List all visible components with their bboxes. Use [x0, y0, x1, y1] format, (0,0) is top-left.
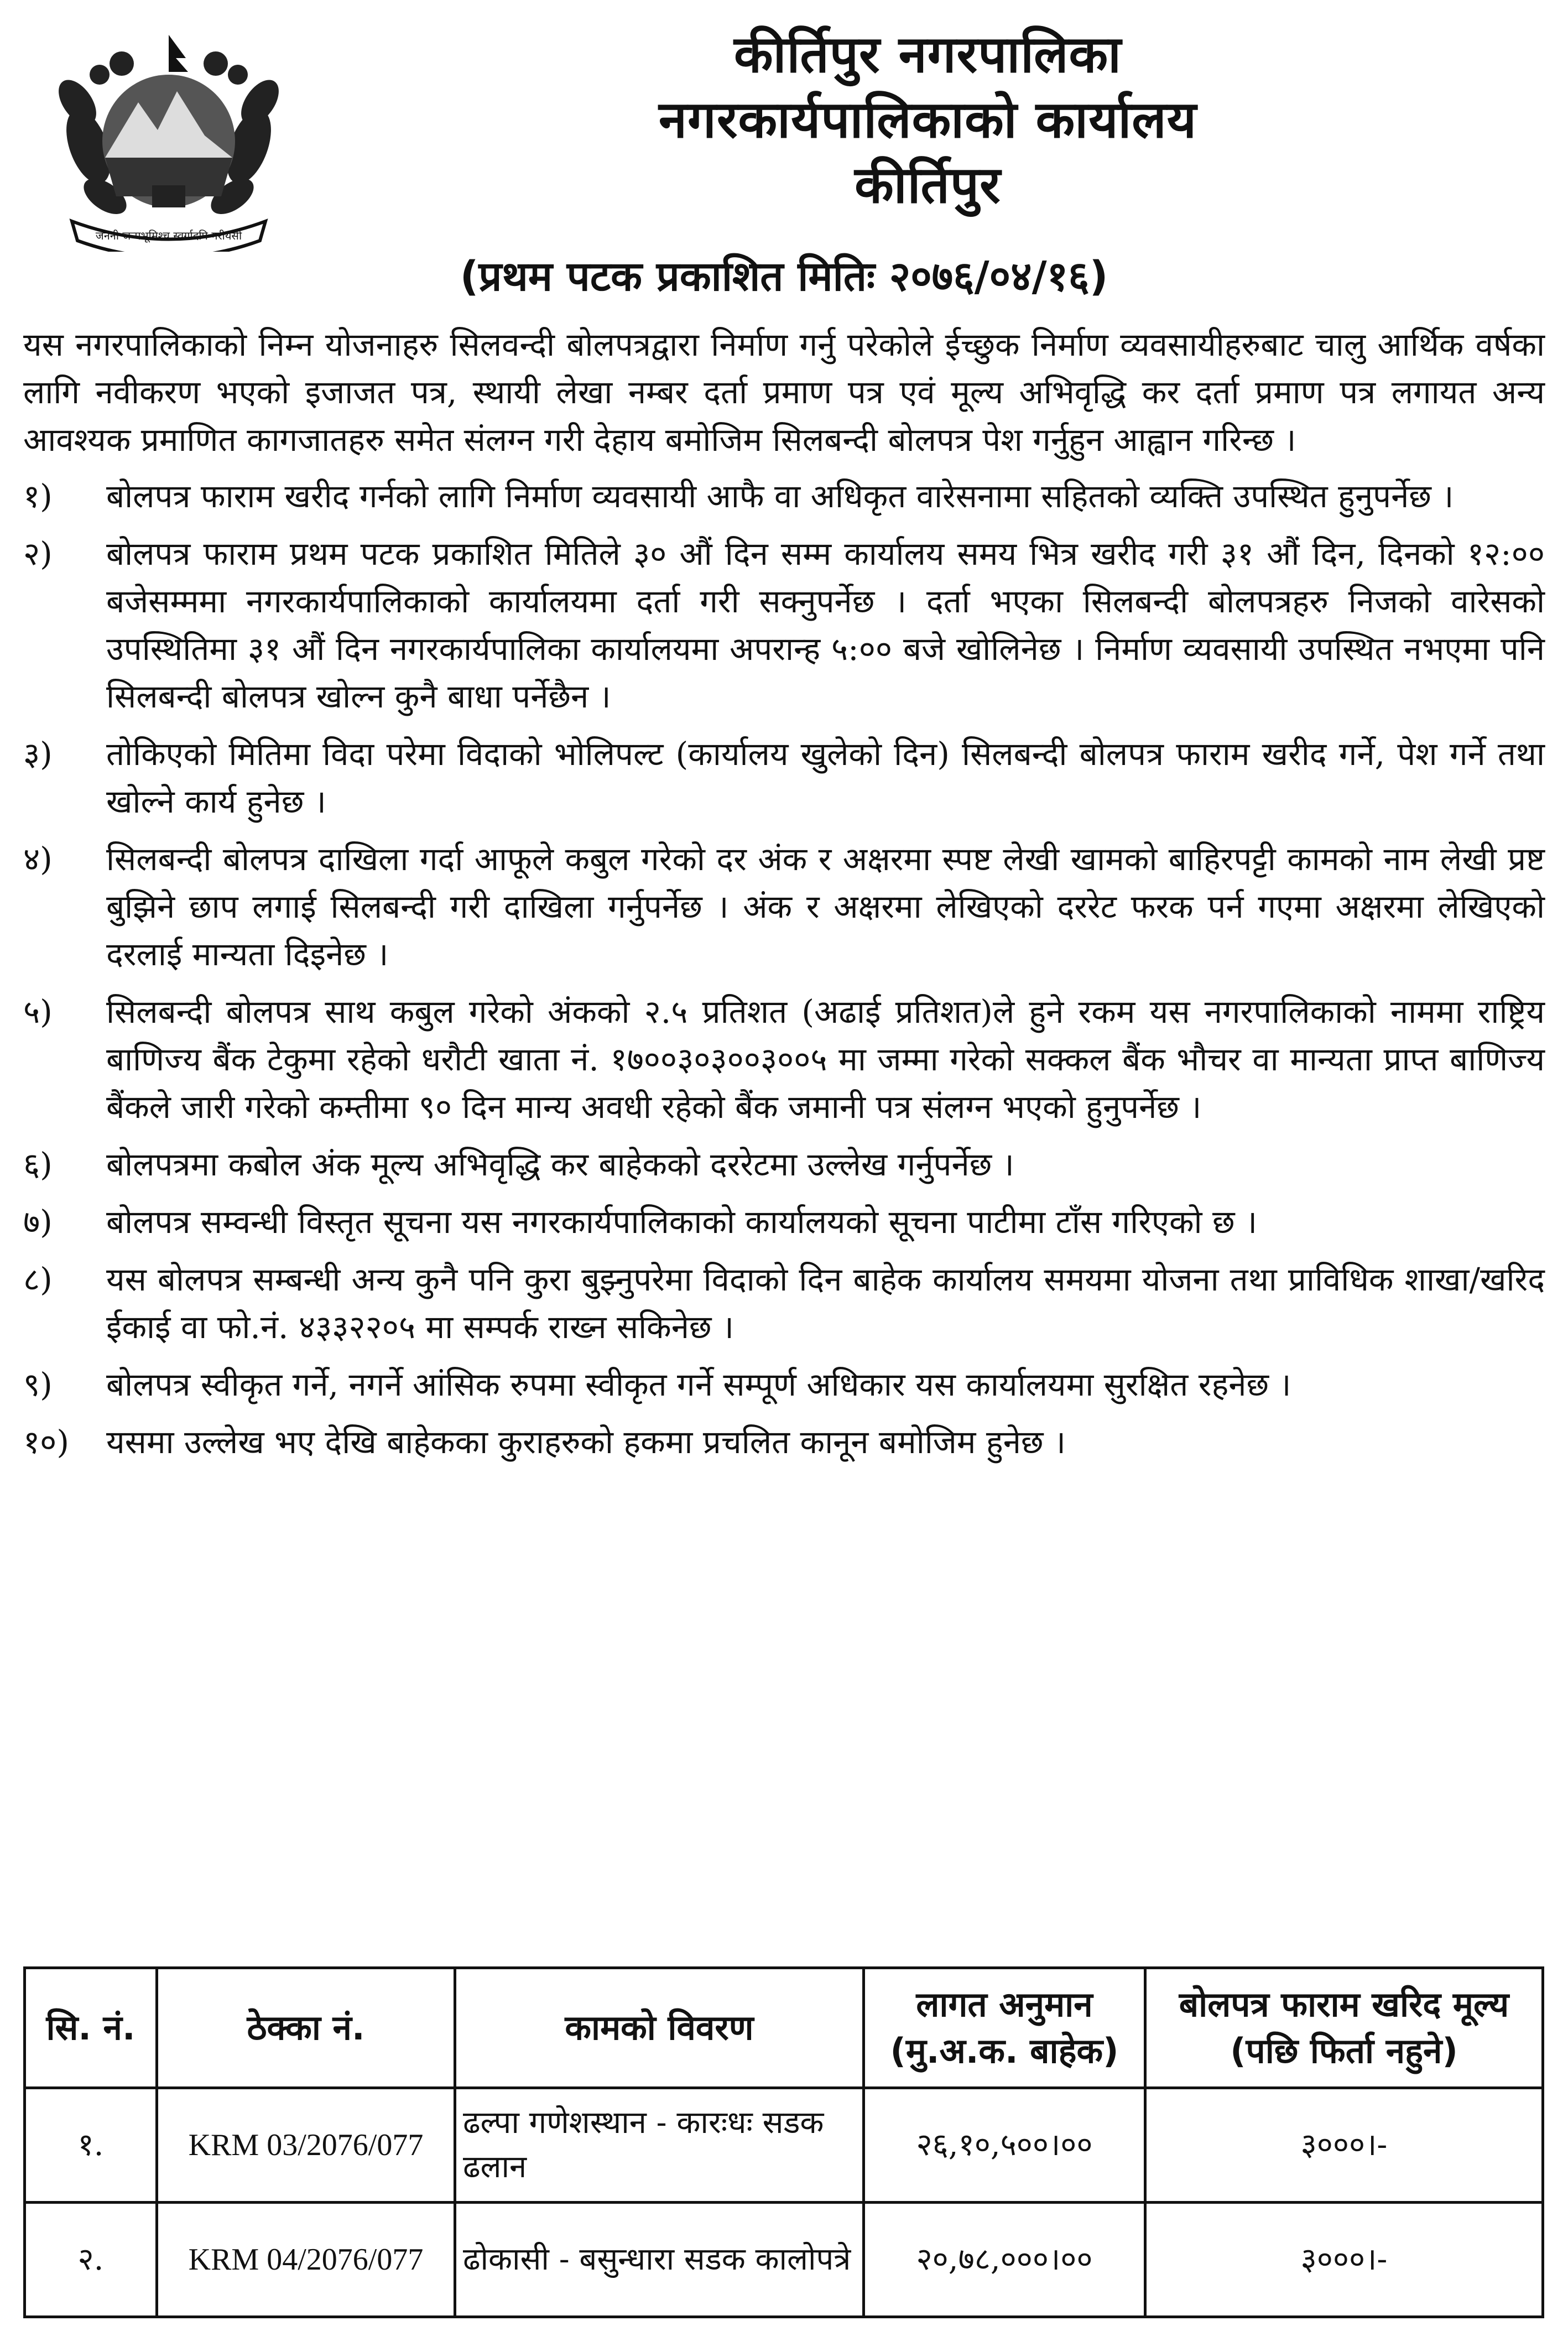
office-location: कीर्तिपुर [855, 155, 1001, 215]
publication-date-notice: (प्रथम पटक प्रकाशित मितिः २०७६/०४/१६) [460, 253, 1108, 300]
intro-paragraph: यस नगरपालिकाको निम्न योजनाहरु सिलवन्दी बोलपत्रद्वारा निर्माण गर्नु परेकोले ईच्छुक निर्माण व्यवसायीहरुबाट चालु आर्थिक वर्षका लागि नवीकरण भएको इजाजत पत्र, स्थायी लेखा नम्बर दर्ता प्रमाण पत्र एवं मूल्य अभिवृद्धि कर दर्ता प्रमाण पत्र लगायत अन्य आवश्यक प्रमाणित कागजातहरु समेत संलग्न गरी देहाय बमोजिम सिलबन्दी बोलपत्र पेश गर्नुहुन आह्वान गरिन्छ । [23, 326, 1545, 459]
cell-serial-number: १. [25, 2088, 157, 2203]
clause-number: १०) [23, 1423, 69, 1461]
cell-form-price: ३०००।- [1145, 2203, 1543, 2317]
clause-item [23, 988, 1545, 1131]
notice-body [23, 321, 1545, 1476]
cell-contract-number: KRM 04/2076/077 [157, 2203, 455, 2317]
header-work-description: कामको विवरण [455, 1968, 864, 2088]
cell-work-description: ढल्पा गणेशस्थान - कारःधः सडक ढलान [455, 2088, 864, 2203]
clause-item [23, 1141, 1545, 1188]
clause-item [23, 530, 1545, 720]
clause-number: ४) [23, 840, 53, 878]
clause-text: सिलबन्दी बोलपत्र साथ कबुल गरेको अंकको २.५ प्रतिशत (अढाई प्रतिशत)ले हुने रकम यस नगरपालिकाको नाममा राष्ट्रिय बाणिज्य बैंक टेकुमा रहेको धरौटी खाता नं. १७००३०३००३००५ मा जम्मा गरेको सक्कल बैंक भौचर वा मान्यता प्राप्त बाणिज्य बैंकले जारी गरेको कम्तीमा ९० दिन मान्य अवधी रहेको बैंक जमानी पत्र संलग्न भएको हुनुपर्नेछ । [106, 993, 1545, 1126]
clause-item [23, 472, 1545, 520]
government-emblem [39, 30, 299, 252]
table-row [25, 2088, 1543, 2203]
cell-form-price: ३०००।- [1145, 2088, 1543, 2203]
cell-serial-number: २. [25, 2203, 157, 2317]
clause-item [23, 1256, 1545, 1351]
clause-number: ५) [23, 993, 53, 1031]
clause-number: ६) [23, 1146, 53, 1183]
clause-text: बोलपत्र फाराम प्रथम पटक प्रकाशित मितिले ३० औं दिन सम्म कार्यालय समय भित्र खरीद गरी ३१ औं दिन, दिनको १२:०० बजेसम्ममा नगरकार्यपालिकाको कार्यालयमा दर्ता गरी सक्नुपर्नेछ । दर्ता भएका सिलबन्दी बोलपत्रहरु निजको वारेसको उपस्थितिमा ३१ औं दिन नगरकार्यपालिका कार्यालयमा अपरान्ह ५:०० बजे खोलिनेछ । निर्माण व्यवसायी उपस्थित नभएमा पनि सिलबन्दी बोलपत्र खोल्न कुनै बाधा पर्नेछैन । [106, 535, 1545, 715]
clause-item [23, 835, 1545, 978]
clause-text: यसमा उल्लेख भए देखि बाहेकका कुराहरुको हकमा प्रचलित कानून बमोजिम हुनेछ । [106, 1423, 1066, 1461]
clause-text: तोकिएको मितिमा विदा परेमा विदाको भोलिपल्ट (कार्यालय खुलेको दिन) सिलबन्दी बोलपत्र फाराम खरीद गर्ने, पेश गर्ने तथा खोल्ने कार्य हुनेछ । [106, 735, 1545, 820]
clause-text: बोलपत्र सम्वन्धी विस्तृत सूचना यस नगरकार्यपालिकाको कार्यालयको सूचना पाटीमा टाँस गरिएको छ । [106, 1203, 1258, 1241]
table-row [25, 2203, 1543, 2317]
header-contract-number: ठेक्का नं. [157, 1968, 455, 2088]
header-cost-estimate: लागत अनुमान (मु.अ.क. बाहेक) [864, 1968, 1145, 2088]
clause-item [23, 1418, 1545, 1466]
clause-text: बोलपत्र स्वीकृत गर्ने, नगर्ने आंसिक रुपमा स्वीकृत गर्ने सम्पूर्ण अधिकार यस कार्यालयमा सुरक्षित रहनेछ । [106, 1366, 1291, 1403]
header-serial-number: सि. नं. [25, 1968, 157, 2088]
municipality-name: कीर्तिपुर नगरपालिका [734, 25, 1122, 84]
clause-text: सिलबन्दी बोलपत्र दाखिला गर्दा आफूले कबुल गरेको दर अंक र अक्षरमा स्पष्ट लेखी खामको बाहिरपट्टी कामको नाम लेखी प्रष्ट बुझिने छाप लगाई सिलबन्दी गरी दाखिला गर्नुपर्नेछ । अंक र अक्षरमा लेखिएको दररेट फरक पर्न गएमा अक्षरमा लेखिएको दरलाई मान्यता दिइनेछ । [106, 840, 1545, 973]
cell-cost-estimate: २०,७८,०००।०० [864, 2203, 1145, 2317]
cell-work-description: ढोकासी - बसुन्धारा सडक कालोपत्रे [455, 2203, 864, 2317]
clause-item [23, 1198, 1545, 1246]
clause-number: १) [23, 477, 53, 515]
header-form-price: बोलपत्र फाराम खरिद मूल्य (पछि फिर्ता नहुने) [1145, 1968, 1543, 2088]
clause-item [23, 1361, 1545, 1408]
clause-text: यस बोलपत्र सम्बन्धी अन्य कुनै पनि कुरा बुझ्नुपरेमा विदाको दिन बाहेक कार्यालय समयमा योजना तथा प्राविधिक शाखा/खरिद ईकाई वा फो.नं. ४३३२२०५ मा सम्पर्क राख्न सकिनेछ । [106, 1261, 1545, 1346]
clause-number: ७) [23, 1203, 53, 1241]
nepal-government-emblem-icon [39, 30, 299, 252]
office-header [310, 22, 1546, 218]
cell-contract-number: KRM 03/2076/077 [157, 2088, 455, 2203]
works-table [23, 1966, 1544, 2318]
clause-item [23, 730, 1545, 825]
emblem-motto: जननी जन्मभूमिश्च स्वर्गादपि गरीयसी [95, 229, 242, 242]
clause-number: ३) [23, 735, 53, 773]
cell-cost-estimate: २६,१०,५००।०० [864, 2088, 1145, 2203]
clause-number: ९) [23, 1366, 53, 1403]
clause-number: ८) [23, 1261, 53, 1298]
clause-text: बोलपत्र फाराम खरीद गर्नको लागि निर्माण व्यवसायी आफै वा अधिकृत वारेसनामा सहितको व्यक्ति उपस्थित हुनुपर्नेछ । [106, 477, 1454, 515]
table-header-row [25, 1968, 1543, 2088]
office-name: नगरकार्यपालिकाको कार्यालय [658, 90, 1197, 149]
clause-text: बोलपत्रमा कबोल अंक मूल्य अभिवृद्धि कर बाहेकको दररेटमा उल्लेख गर्नुपर्नेछ । [106, 1146, 1014, 1183]
clause-number: २) [23, 535, 53, 573]
